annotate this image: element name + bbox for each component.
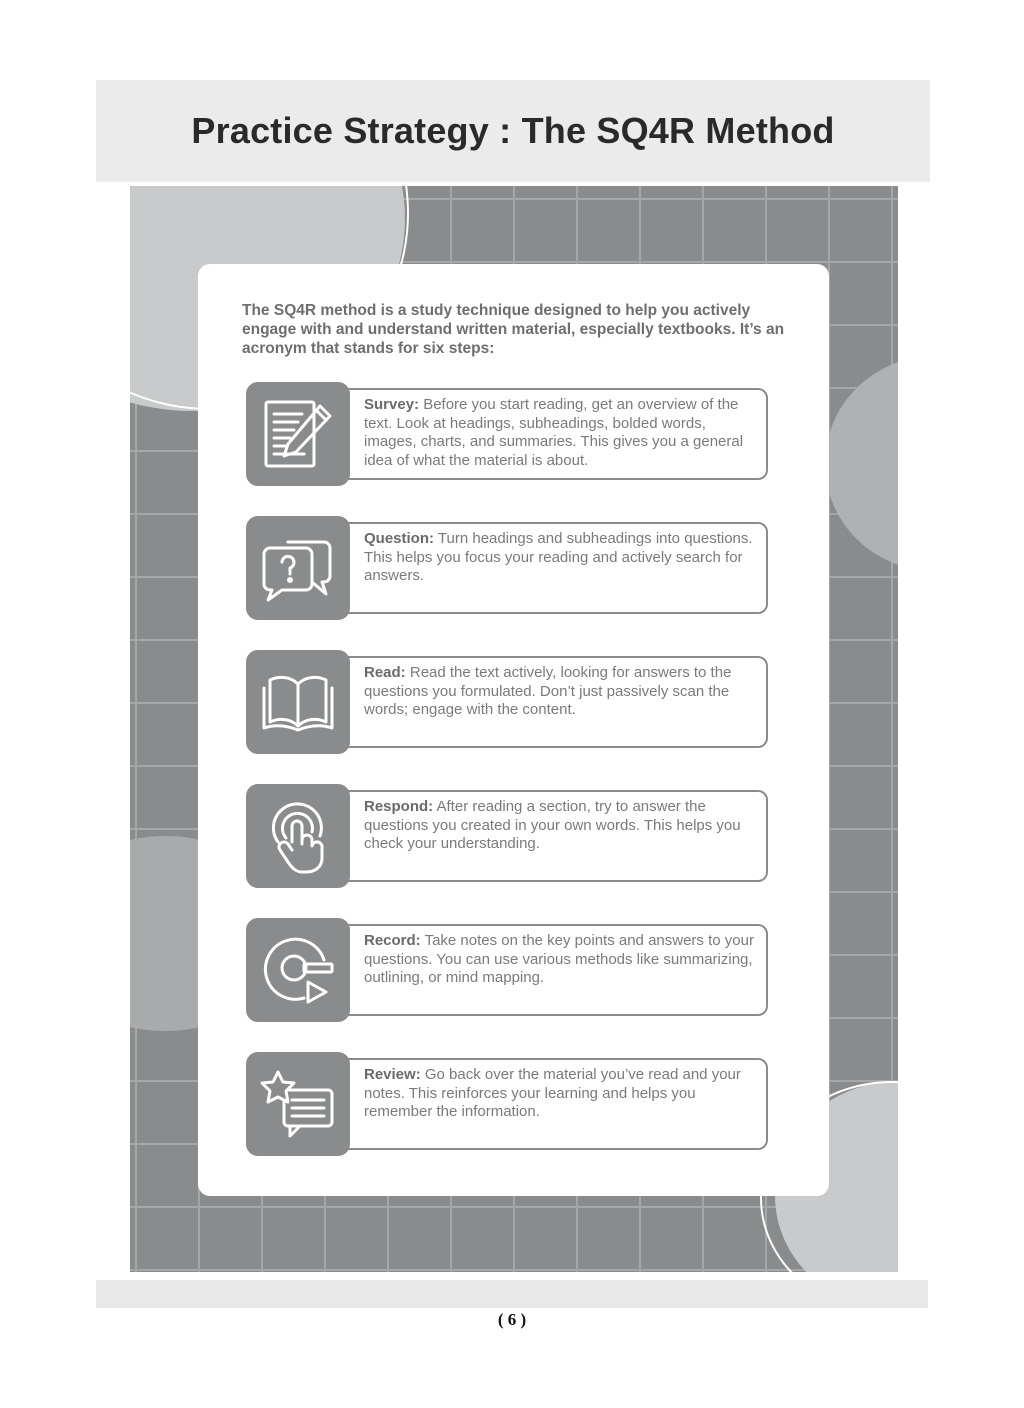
step-text (364, 932, 762, 988)
step-description: Read the text actively, looking for answers to the questions you formulated. Don’t just passively scan the words; engage with the content. (364, 664, 732, 718)
open-book-icon (246, 650, 350, 754)
step-label: Respond: (364, 798, 434, 815)
step-description: Turn headings and subheadings into questions. This helps you focus your reading and actively search for answers. (364, 530, 753, 584)
step-description: Before you start reading, get an overview of the text. Look at headings, subheadings, bolded words, images, charts, and summaries. This gives you a general idea of what the material is about. (364, 396, 744, 469)
step-label: Read: (364, 664, 406, 681)
title-bar (96, 80, 930, 182)
step-respond (246, 784, 769, 888)
record-play-icon (246, 918, 350, 1022)
step-review (246, 1052, 769, 1156)
page-title: Practice Strategy : The SQ4R Method (191, 110, 835, 151)
intro-text: The SQ4R method is a study technique designed to help you actively engage with and understand written material, especially textbooks. It’s an acronym that stands for six steps: (242, 302, 785, 357)
step-label: Review: (364, 1066, 421, 1083)
step-description: Go back over the material you’ve read and your notes. This reinforces your learning and helps you remember the information. (364, 1066, 741, 1120)
step-text (364, 396, 762, 470)
step-record (246, 918, 769, 1022)
step-text (364, 530, 762, 586)
step-label: Question: (364, 530, 434, 547)
step-question (246, 516, 769, 620)
step-read (246, 650, 769, 754)
step-description: After reading a section, try to answer the questions you created in your own words. This helps you check your understanding. (364, 798, 741, 852)
step-text (364, 664, 762, 720)
question-bubble-icon (246, 516, 350, 620)
step-survey (246, 382, 769, 486)
step-text (364, 1066, 762, 1122)
page-number: ( 6 ) (497, 1310, 527, 1329)
step-label: Record: (364, 932, 421, 949)
document-pencil-icon (246, 382, 350, 486)
decor-circle (825, 356, 898, 571)
step-text (364, 798, 762, 854)
content-card (198, 264, 829, 1196)
step-description: Take notes on the key points and answers to your questions. You can use various methods like summarizing, outlining, or mind mapping. (364, 932, 754, 986)
step-label: Survey: (364, 396, 420, 413)
star-review-icon (246, 1052, 350, 1156)
touch-hand-icon (246, 784, 350, 888)
footer-bar (96, 1280, 928, 1308)
